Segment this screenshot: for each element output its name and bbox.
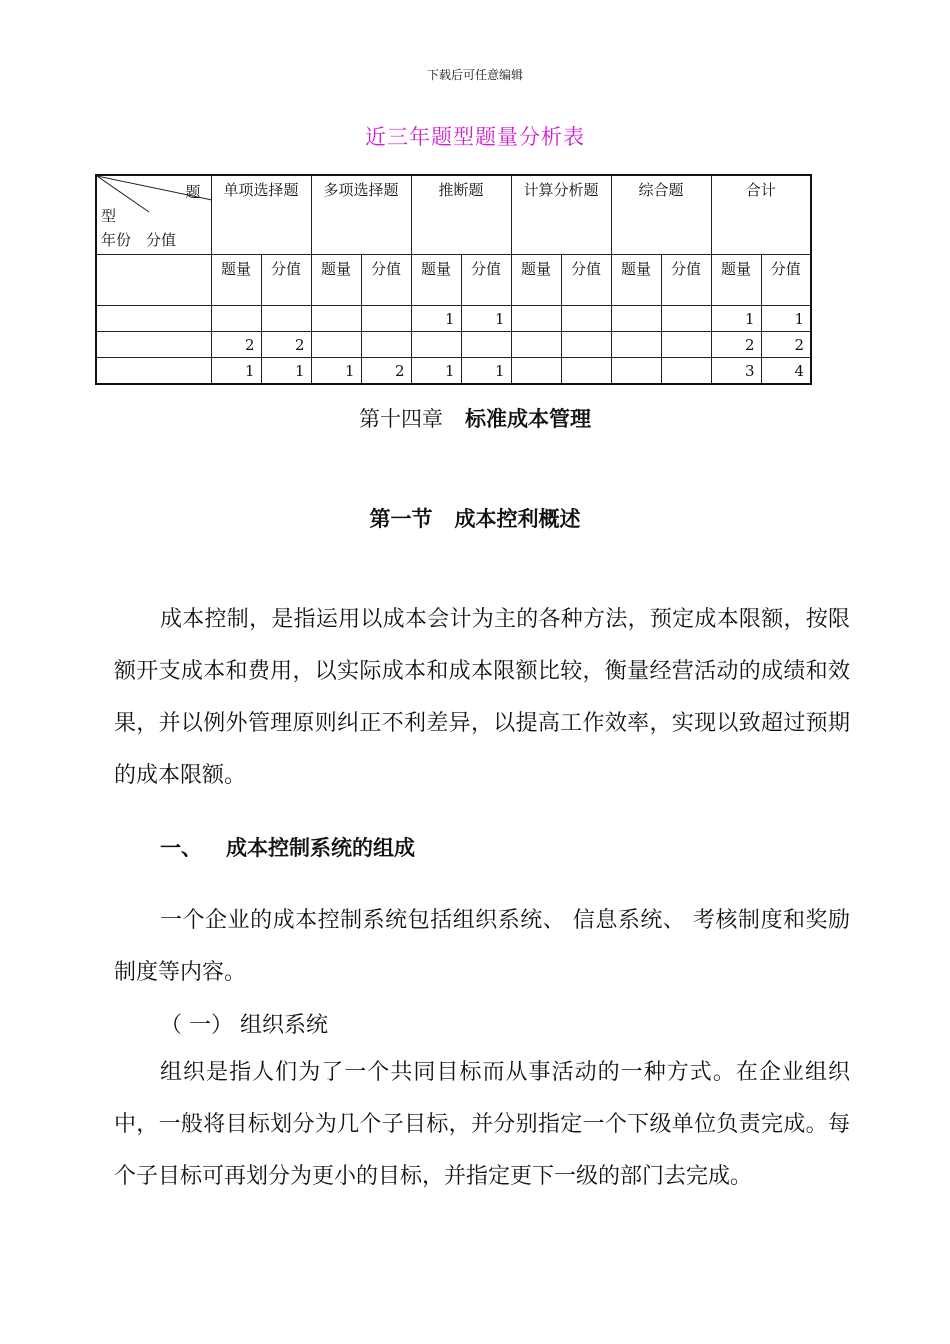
table-cell (611, 332, 661, 358)
subheader-cell: 题量 (311, 255, 361, 306)
table-cell (311, 332, 361, 358)
corner-label-year: 年份 分值 (101, 231, 177, 249)
year-cell (96, 332, 211, 358)
table-cell (361, 332, 411, 358)
subsection-number: 一、 (160, 836, 202, 860)
table-row (96, 306, 811, 332)
table-cell (511, 306, 561, 332)
chapter-number: 第十四章 (359, 407, 443, 431)
table-title: 近三年题型题量分析表 (365, 125, 585, 149)
group-header: 综合题 (611, 175, 711, 255)
subheader-cell: 题量 (511, 255, 561, 306)
table-cell: 1 (311, 358, 361, 385)
header-note: 下载后可任意编辑 (426, 68, 523, 82)
table-cell: 3 (711, 358, 761, 385)
table-cell (561, 358, 611, 385)
group-header: 合计 (711, 175, 811, 255)
group-header: 单项选择题 (211, 175, 311, 255)
table-cell: 2 (761, 332, 811, 358)
table-subheader-row (96, 255, 811, 306)
table-cell (511, 358, 561, 385)
sub-heading-organization: （ 一） 组织系统 (160, 1013, 328, 1038)
table-cell (561, 332, 611, 358)
section-heading (0, 503, 950, 533)
subheader-cell: 分值 (661, 255, 711, 306)
table-cell: 1 (461, 306, 511, 332)
paragraph-organization: 组织是指人们为了一个共同目标而从事活动的一种方式。在企业组织中，一般将目标划分为几个子目标，并分别指定一个下级单位负责完成。每个子目标可再划分为更小的目标，并指定更下一级的部门去完成。 (114, 1060, 850, 1189)
paragraph-system-components: 一个企业的成本控制系统包括组织系统、 信息系统、 考核制度和奖励制度等内容。 (114, 908, 850, 985)
subheader-cell: 分值 (261, 255, 311, 306)
group-header: 计算分析题 (511, 175, 611, 255)
table-cell: 1 (411, 306, 461, 332)
group-header: 推断题 (411, 175, 511, 255)
subheader-cell: 分值 (561, 255, 611, 306)
subsection-heading (160, 832, 415, 862)
table-cell: 2 (261, 332, 311, 358)
table-cell (411, 332, 461, 358)
corner-label-type: 题 (185, 183, 201, 201)
table-cell (461, 332, 511, 358)
chapter-heading (0, 403, 950, 433)
subheader-cell: 分值 (761, 255, 811, 306)
table-row (96, 358, 811, 385)
group-header: 多项选择题 (311, 175, 411, 255)
table-cell (561, 306, 611, 332)
year-cell (96, 255, 211, 306)
table-cell (661, 358, 711, 385)
subheader-cell: 分值 (461, 255, 511, 306)
analysis-table-wrapper (95, 174, 812, 385)
table-cell (661, 332, 711, 358)
table-cell: 1 (461, 358, 511, 385)
subheader-cell: 题量 (411, 255, 461, 306)
table-cell: 2 (711, 332, 761, 358)
table-cell (611, 358, 661, 385)
paragraph-cost-control-definition: 成本控制，是指运用以成本会计为主的各种方法，预定成本限额，按限额开支成本和费用，以实际成本和成本限额比较，衡量经营活动的成绩和效果，并以例外管理原则纠正不利差异，以提高工作效率，实现以致超过预期的成本限额。 (114, 607, 850, 788)
year-cell (96, 358, 211, 385)
subsection-title: 成本控制系统的组成 (226, 836, 415, 860)
table-cell: 1 (261, 358, 311, 385)
section-title: 成本控利概述 (454, 507, 581, 531)
table-cell (511, 332, 561, 358)
analysis-table (95, 174, 812, 385)
table-cell (361, 306, 411, 332)
table-corner-cell (96, 175, 211, 255)
table-cell: 2 (211, 332, 261, 358)
table-cell: 1 (211, 358, 261, 385)
subheader-cell: 题量 (711, 255, 761, 306)
table-cell: 1 (761, 306, 811, 332)
table-header-row (96, 175, 811, 255)
table-cell (661, 306, 711, 332)
table-cell: 1 (411, 358, 461, 385)
corner-label-type2: 型 (101, 207, 117, 225)
subheader-cell: 题量 (211, 255, 261, 306)
section-number: 第一节 (369, 507, 433, 531)
table-row (96, 332, 811, 358)
table-cell (311, 306, 361, 332)
table-cell: 4 (761, 358, 811, 385)
year-cell (96, 306, 211, 332)
table-cell (261, 306, 311, 332)
table-cell (211, 306, 261, 332)
table-cell: 1 (711, 306, 761, 332)
chapter-title: 标准成本管理 (465, 407, 591, 431)
table-cell: 2 (361, 358, 411, 385)
table-cell (611, 306, 661, 332)
subheader-cell: 分值 (361, 255, 411, 306)
subheader-cell: 题量 (611, 255, 661, 306)
